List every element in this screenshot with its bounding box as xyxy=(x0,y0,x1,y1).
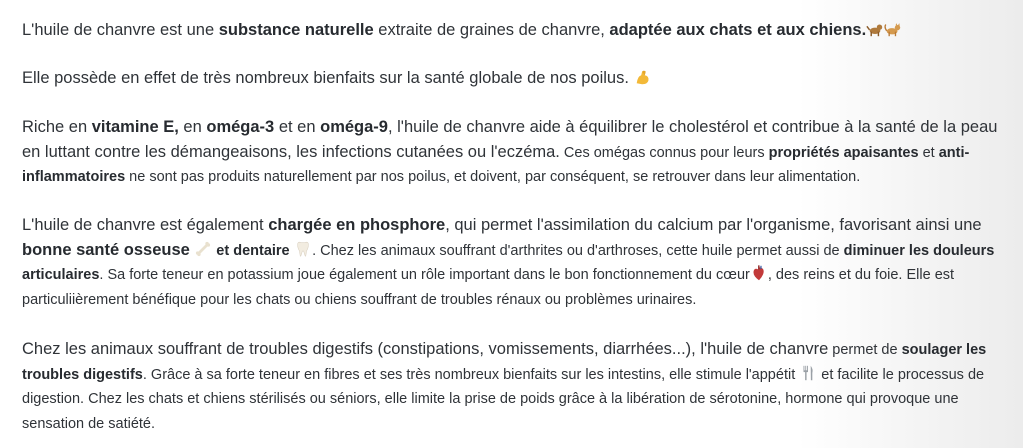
text: , qui permet l'assimilation du calcium par l'organisme, favorisant ainsi une xyxy=(445,216,982,234)
text: . Sa forte teneur en potassium joue également un rôle important dans le bon fonctionnement du cœur xyxy=(99,267,750,283)
bold-text: soulager les troubles digestifs xyxy=(22,342,987,383)
bold-text: anti-inflammatoires xyxy=(22,144,970,185)
text: . Chez les animaux souffrant d'arthrites ou d'arthroses, cette huile permet aussi de xyxy=(312,242,844,259)
text: permet de xyxy=(828,342,902,358)
tooth-icon xyxy=(294,240,312,258)
bold-text: adaptée aux chats et aux chiens. xyxy=(609,21,867,39)
bold-text: diminuer les douleurs articulaires xyxy=(22,242,995,283)
text: en xyxy=(178,118,207,136)
bone-icon xyxy=(194,240,212,258)
paragraph-digestion xyxy=(22,337,1007,436)
flexed-biceps-icon xyxy=(634,68,652,86)
text: . Grâce à sa forte teneur en fibres et ses très nombreux bienfaits sur les intestins, elle stimule l'appétit xyxy=(142,366,800,383)
text: , des reins et du foie. Elle est particuliièrement bénéfique pour les chats ou chiens souffrant de troubles rénaux ou problèmes urinaires. xyxy=(22,267,955,308)
text: et en xyxy=(274,118,321,136)
text: Chez les animaux souffrant de troubles digestifs (constipations, vomissements, diarrhées...), l'huile de chanvre xyxy=(22,340,829,358)
text: et xyxy=(918,144,939,161)
bold-text: substance naturelle xyxy=(218,21,374,39)
text: et facilite le processus de digestion. Chez les chats et chiens stérilisés ou séniors, elle limite la prise de poids grâce à la libération de sérotonine, hormone qui provoque une sensation de satiété. xyxy=(22,366,985,432)
bold-text: propriétés apaisantes xyxy=(768,144,919,161)
bold-text: et dentaire xyxy=(212,242,290,259)
bold-text: bonne santé osseuse xyxy=(22,240,190,259)
text: ne sont pas produits naturellement par nos poilus, et doivent, par conséquent, se retrouver dans leur alimentation. xyxy=(125,169,861,185)
bold-text: oméga-3 xyxy=(206,118,275,136)
text: Ces omégas connus pour leurs xyxy=(559,144,769,161)
cat-icon xyxy=(884,20,902,38)
bold-text: vitamine E, xyxy=(91,118,179,136)
anatomical-heart-icon xyxy=(750,264,768,282)
text: L'huile de chanvre est une xyxy=(22,21,219,39)
paragraph-benefits xyxy=(22,66,652,91)
bold-text: chargée en phosphore xyxy=(268,216,446,234)
fork-and-knife-icon xyxy=(799,364,817,382)
bold-text: oméga-9 xyxy=(320,118,388,136)
paragraph-intro xyxy=(22,18,902,43)
text: Riche en xyxy=(22,118,92,136)
paragraph-omegas xyxy=(22,115,1007,190)
text: , l'huile de chanvre aide à équilibrer le cholestérol et contribue à la santé de la peau en luttant contre les démangeaisons, les infections cutanées ou l'eczéma. xyxy=(22,118,998,161)
text: extraite de graines de chanvre, xyxy=(373,21,610,39)
dog-icon xyxy=(866,20,884,38)
text: L'huile de chanvre est également xyxy=(22,216,269,234)
paragraph-phosphore xyxy=(22,213,1007,312)
text: Elle possède en effet de très nombreux bienfaits sur la santé globale de nos poilus. xyxy=(22,69,634,87)
